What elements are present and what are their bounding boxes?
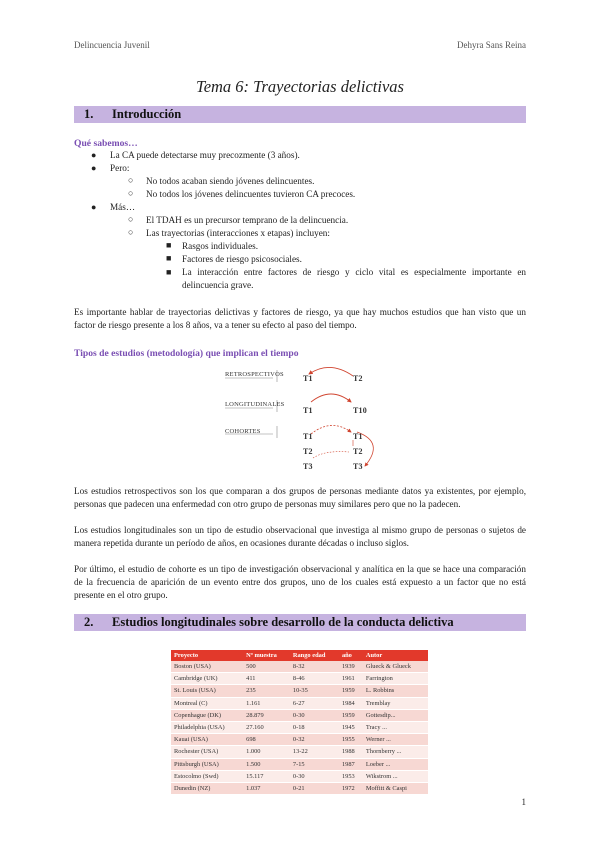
list-item: No todos acaban siendo jóvenes delincuentes. <box>146 176 315 186</box>
time-label: T3 <box>353 462 363 471</box>
table-row <box>171 673 428 685</box>
list-item: No todos los jóvenes delincuentes tuvieron CA precoces. <box>146 189 356 199</box>
table-cell: Moffitt & Caspi <box>363 782 428 794</box>
bullet-circle-icon: ○ <box>128 214 134 224</box>
paragraph-cohortes: Por último, el estudio de cohorte es un tipo de investigación observacional y analítica en la que se hace una comparación de la frecuencia de aparición de un evento entre dos grupos, uno de los cuales está expuesto a un factor que no está presente en el otro grupo. <box>74 564 526 600</box>
list-item: El TDAH es un precursor temprano de la delincuencia. <box>146 215 349 225</box>
table-cell: Dunedin (NZ) <box>171 782 243 794</box>
label-cohortes: COHORTES <box>225 428 261 435</box>
table-cell: 1.500 <box>243 758 290 770</box>
table-cell: 1945 <box>339 721 363 733</box>
section-2-heading <box>74 614 526 631</box>
section-1-heading <box>74 106 526 123</box>
bullet-disc-icon: ● <box>91 163 97 173</box>
section-1-number: 1. <box>84 107 94 121</box>
table-cell: L. Robbins <box>363 685 428 697</box>
table-cell: 8-46 <box>290 673 339 685</box>
list-item: La interacción entre factores de riesgo y ciclo vital es especialmente importante en <box>182 267 526 277</box>
list-item: Más… <box>110 202 136 212</box>
table-cell: Boston (USA) <box>171 661 243 673</box>
table-cell: 1984 <box>339 697 363 709</box>
table-cell: 698 <box>243 734 290 746</box>
page-title: Tema 6: Trayectorias delictivas <box>196 77 404 96</box>
table-cell: 27.160 <box>243 721 290 733</box>
table-cell: Cambridge (UK) <box>171 673 243 685</box>
table-row <box>171 721 428 733</box>
bullet-square-icon: ■ <box>166 267 172 277</box>
time-label: T1 <box>353 432 363 441</box>
table-row <box>171 782 428 794</box>
column-header: Nº muestra <box>243 650 290 661</box>
table-body <box>171 661 428 795</box>
time-label: T2 <box>353 447 363 456</box>
table-cell: 0-32 <box>290 734 339 746</box>
time-label: T1 <box>303 374 313 383</box>
table-cell: 1.161 <box>243 697 290 709</box>
list-item: delincuencia grave. <box>182 280 254 290</box>
bullet-square-icon: ■ <box>166 253 172 263</box>
table-cell: Pittsburgh (USA) <box>171 758 243 770</box>
label-longitudinales: LONGITUDINALES <box>225 401 285 408</box>
table-row <box>171 685 428 697</box>
table-cell: 7-15 <box>290 758 339 770</box>
bullet-disc-icon: ● <box>91 150 97 160</box>
time-label: T3 <box>303 462 313 471</box>
page-number: 1 <box>521 797 526 807</box>
paragraph-trayectorias: Es importante hablar de trayectorias delictivas y factores de riesgo, ya que hay muchos estudios que han visto que un factor de riesgo presente a los 8 años, va a tener su efecto al paso del tiempo. <box>74 307 526 330</box>
time-label: T2 <box>303 447 313 456</box>
table-cell: Farrington <box>363 673 428 685</box>
table-row <box>171 770 428 782</box>
time-label: T1 <box>303 432 313 441</box>
table-cell: 1959 <box>339 685 363 697</box>
table-row <box>171 709 428 721</box>
table-cell: 0-21 <box>290 782 339 794</box>
longitudinal-studies-table <box>171 650 428 795</box>
table-cell: 8-32 <box>290 661 339 673</box>
table-cell: 1972 <box>339 782 363 794</box>
table-cell: 1939 <box>339 661 363 673</box>
table-cell: Tracy ... <box>363 721 428 733</box>
list-item: Las trayectorias (interacciones x etapas) incluyen: <box>146 228 330 238</box>
list-item: Pero: <box>110 163 130 173</box>
bullet-circle-icon: ○ <box>128 227 134 237</box>
table-cell: 500 <box>243 661 290 673</box>
table-cell: 1953 <box>339 770 363 782</box>
table-cell: 411 <box>243 673 290 685</box>
table-cell: Kauai (USA) <box>171 734 243 746</box>
table-cell: 10-35 <box>290 685 339 697</box>
subheading-tipos-estudios: Tipos de estudios (metodología) que implican el tiempo <box>74 348 299 359</box>
time-label: T10 <box>353 406 367 415</box>
time-label: T1 <box>303 406 313 415</box>
table-cell: Werner ... <box>363 734 428 746</box>
subheading-que-sabemos: Qué sabemos… <box>74 138 138 149</box>
table-cell: Loeber ... <box>363 758 428 770</box>
table-row <box>171 734 428 746</box>
table-cell: 235 <box>243 685 290 697</box>
list-item: La CA puede detectarse muy precozmente (3 años). <box>110 150 300 160</box>
table-cell: Estocolmo (Swd) <box>171 770 243 782</box>
table-cell: St. Louis (USA) <box>171 685 243 697</box>
label-retrospectivos: RETROSPECTIVOS <box>225 371 284 378</box>
list-item: Factores de riesgo psicosociales. <box>182 254 302 264</box>
study-types-diagram <box>225 366 395 476</box>
section-2-number: 2. <box>84 615 94 629</box>
table-cell: Copenhague (DK) <box>171 709 243 721</box>
table-cell: 1961 <box>339 673 363 685</box>
bullet-disc-icon: ● <box>91 202 97 212</box>
header-author: Dehyra Sans Reina <box>457 40 526 50</box>
table-cell: 13-22 <box>290 746 339 758</box>
header-course: Delincuencia Juvenil <box>74 40 150 50</box>
list-item: Rasgos individuales. <box>182 241 259 251</box>
bullet-circle-icon: ○ <box>128 188 134 198</box>
column-header: año <box>339 650 363 661</box>
table-cell: 1988 <box>339 746 363 758</box>
table-cell: 15.117 <box>243 770 290 782</box>
table-cell: 6-27 <box>290 697 339 709</box>
table-row <box>171 746 428 758</box>
table-cell: 1987 <box>339 758 363 770</box>
table-cell: Glueck & Glueck <box>363 661 428 673</box>
paragraph-longitudinales: Los estudios longitudinales son un tipo de estudio observacional que investiga al mismo grupo de personas o sujetos de manera repetida durante un período de años, en ocasiones durante décadas o incluso siglos. <box>74 525 526 548</box>
table-cell: Thornberry ... <box>363 746 428 758</box>
table-row <box>171 661 428 673</box>
bullet-circle-icon: ○ <box>128 175 134 185</box>
table-cell: 0-18 <box>290 721 339 733</box>
section-1-title: Introducción <box>112 107 182 121</box>
table-header-row <box>171 650 428 661</box>
table-cell: Wikstrom ... <box>363 770 428 782</box>
column-header: Autor <box>363 650 428 661</box>
table-cell: 0-30 <box>290 770 339 782</box>
table-row <box>171 758 428 770</box>
section-2-title: Estudios longitudinales sobre desarrollo de la conducta delictiva <box>112 615 454 629</box>
table-cell: 1959 <box>339 709 363 721</box>
time-label: T2 <box>353 374 363 383</box>
table-row <box>171 697 428 709</box>
column-header: Proyecto <box>171 650 243 661</box>
table-cell: 28.879 <box>243 709 290 721</box>
table-cell: 1.000 <box>243 746 290 758</box>
column-header: Rango edad <box>290 650 339 661</box>
paragraph-retrospectivos: Los estudios retrospectivos son los que comparan a dos grupos de personas mediante datos ya existentes, por ejemplo, personas que padecen una enfermedad con otro grupo de personas muy similares pero que no la padecen. <box>74 486 526 509</box>
table-cell: Montreal (C) <box>171 697 243 709</box>
table-cell: 1.037 <box>243 782 290 794</box>
table-cell: 0-30 <box>290 709 339 721</box>
table-cell: Philadelphia (USA) <box>171 721 243 733</box>
bullet-square-icon: ■ <box>166 240 172 250</box>
table-cell: Rochester (USA) <box>171 746 243 758</box>
table-cell: Tremblay <box>363 697 428 709</box>
table-cell: Gottesdip... <box>363 709 428 721</box>
table-cell: 1955 <box>339 734 363 746</box>
